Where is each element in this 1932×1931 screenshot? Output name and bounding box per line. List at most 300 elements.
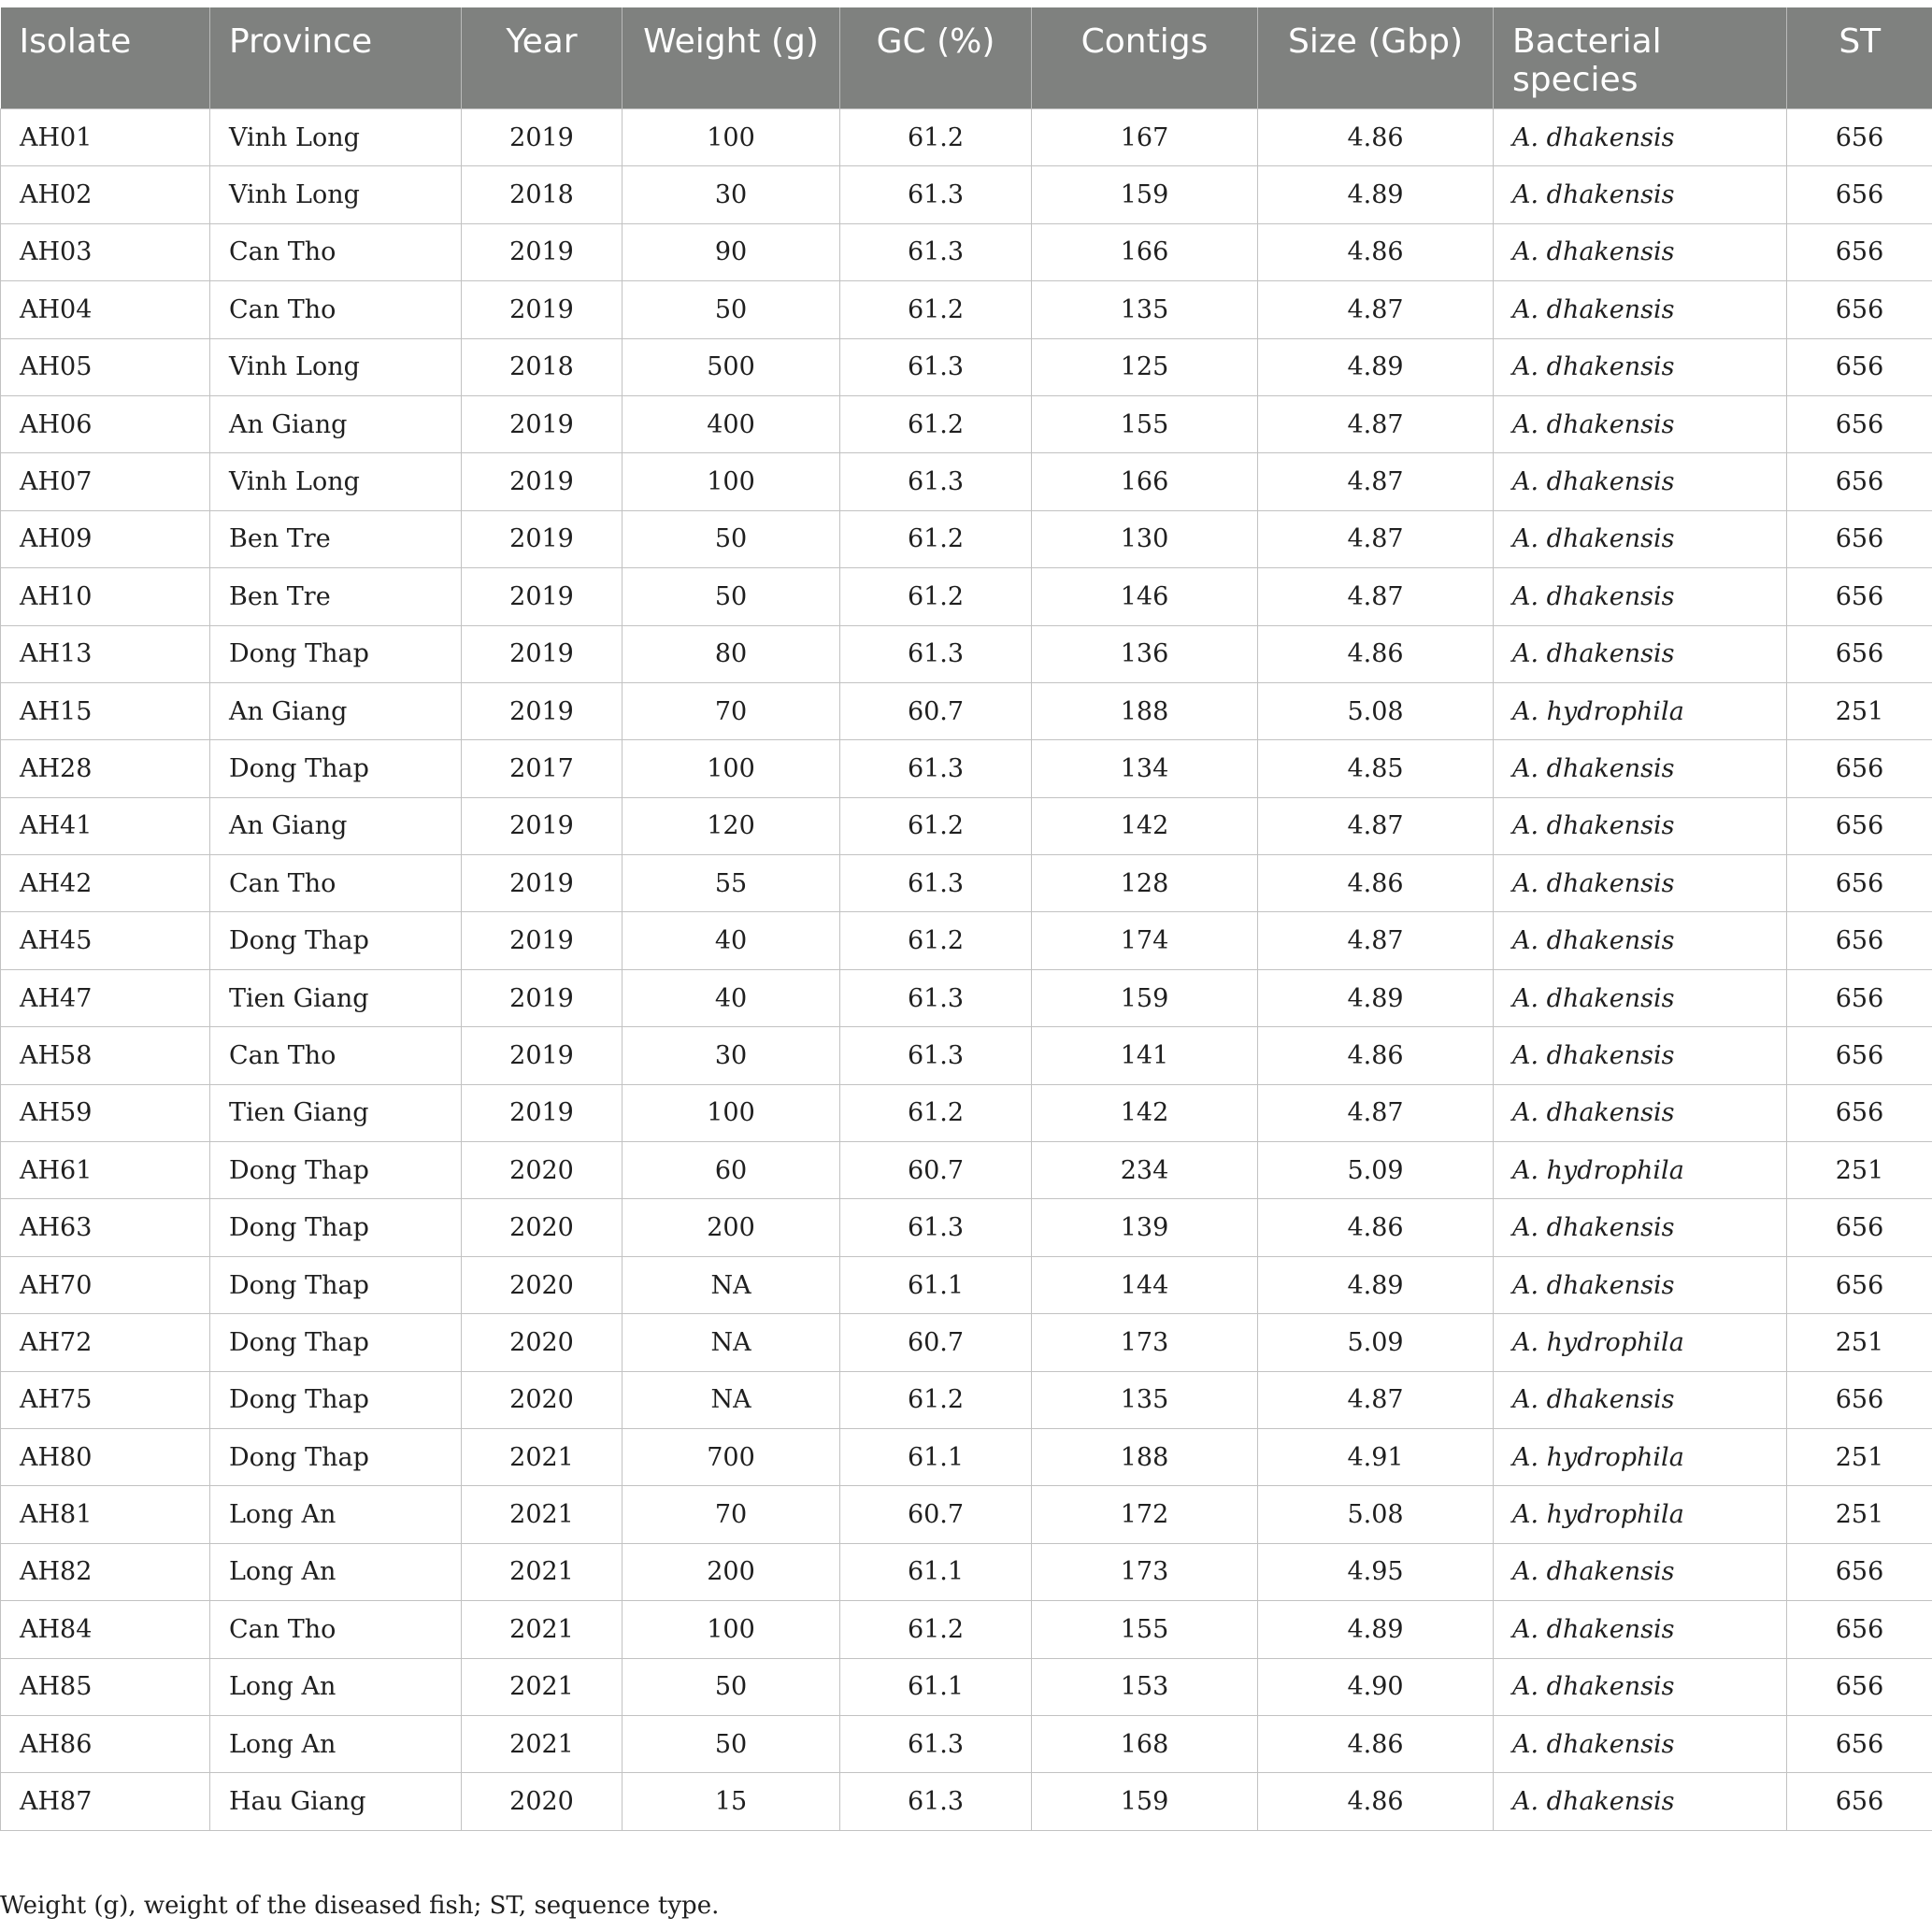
column-header-weight: Weight (g) <box>623 7 840 109</box>
table-row <box>1 1715 1932 1772</box>
cell-st: 251 <box>1787 1142 1932 1199</box>
cell-contigs: 130 <box>1032 510 1258 567</box>
cell-province: Can Tho <box>210 1601 462 1658</box>
cell-contigs: 173 <box>1032 1314 1258 1371</box>
cell-year: 2021 <box>462 1658 623 1715</box>
table-header <box>1 7 1932 109</box>
cell-weight: 100 <box>623 453 840 510</box>
cell-isolate: AH86 <box>1 1715 210 1772</box>
table-row <box>1 1084 1932 1141</box>
cell-gc: 61.1 <box>840 1256 1032 1313</box>
cell-st: 656 <box>1787 453 1932 510</box>
cell-gc: 61.3 <box>840 1715 1032 1772</box>
cell-st: 656 <box>1787 1084 1932 1141</box>
cell-province: Can Tho <box>210 1027 462 1084</box>
cell-gc: 61.2 <box>840 1601 1032 1658</box>
cell-contigs: 153 <box>1032 1658 1258 1715</box>
cell-gc: 61.2 <box>840 797 1032 854</box>
cell-species: A. dhakensis <box>1494 1543 1787 1600</box>
table-row <box>1 1027 1932 1084</box>
cell-st: 656 <box>1787 1543 1932 1600</box>
cell-contigs: 141 <box>1032 1027 1258 1084</box>
cell-gc: 61.3 <box>840 969 1032 1026</box>
table-row <box>1 1256 1932 1313</box>
cell-species: A. dhakensis <box>1494 969 1787 1026</box>
cell-gc: 61.2 <box>840 1371 1032 1428</box>
cell-province: Dong Thap <box>210 912 462 969</box>
column-header-size: Size (Gbp) <box>1258 7 1494 109</box>
cell-species: A. dhakensis <box>1494 338 1787 395</box>
cell-contigs: 159 <box>1032 166 1258 223</box>
cell-size: 4.87 <box>1258 1084 1494 1141</box>
cell-weight: 100 <box>623 1601 840 1658</box>
table-row <box>1 1199 1932 1256</box>
cell-size: 5.08 <box>1258 1486 1494 1543</box>
cell-size: 4.87 <box>1258 453 1494 510</box>
cell-isolate: AH63 <box>1 1199 210 1256</box>
cell-size: 4.85 <box>1258 740 1494 797</box>
cell-species: A. dhakensis <box>1494 223 1787 280</box>
cell-gc: 61.2 <box>840 281 1032 338</box>
cell-st: 656 <box>1787 281 1932 338</box>
cell-species: A. hydrophila <box>1494 1314 1787 1371</box>
cell-isolate: AH01 <box>1 109 210 166</box>
cell-contigs: 125 <box>1032 338 1258 395</box>
cell-province: Dong Thap <box>210 625 462 682</box>
cell-gc: 61.3 <box>840 223 1032 280</box>
cell-isolate: AH41 <box>1 797 210 854</box>
cell-year: 2019 <box>462 855 623 912</box>
cell-size: 4.89 <box>1258 1601 1494 1658</box>
cell-gc: 61.1 <box>840 1543 1032 1600</box>
cell-isolate: AH85 <box>1 1658 210 1715</box>
cell-weight: 100 <box>623 109 840 166</box>
cell-size: 4.86 <box>1258 1199 1494 1256</box>
cell-isolate: AH06 <box>1 395 210 452</box>
cell-year: 2018 <box>462 338 623 395</box>
cell-province: Dong Thap <box>210 1142 462 1199</box>
cell-contigs: 168 <box>1032 1715 1258 1772</box>
cell-contigs: 159 <box>1032 969 1258 1026</box>
cell-province: Hau Giang <box>210 1773 462 1830</box>
cell-gc: 60.7 <box>840 1142 1032 1199</box>
cell-gc: 61.3 <box>840 855 1032 912</box>
cell-contigs: 166 <box>1032 223 1258 280</box>
table-row <box>1 969 1932 1026</box>
cell-year: 2020 <box>462 1199 623 1256</box>
cell-isolate: AH72 <box>1 1314 210 1371</box>
column-header-gc: GC (%) <box>840 7 1032 109</box>
cell-size: 4.87 <box>1258 1371 1494 1428</box>
cell-weight: 80 <box>623 625 840 682</box>
cell-size: 4.86 <box>1258 109 1494 166</box>
table-row <box>1 1428 1932 1485</box>
cell-st: 656 <box>1787 338 1932 395</box>
cell-contigs: 146 <box>1032 568 1258 625</box>
cell-contigs: 188 <box>1032 1428 1258 1485</box>
cell-st: 251 <box>1787 682 1932 739</box>
cell-species: A. dhakensis <box>1494 109 1787 166</box>
header-row <box>1 7 1932 109</box>
cell-species: A. dhakensis <box>1494 1658 1787 1715</box>
cell-year: 2019 <box>462 395 623 452</box>
cell-isolate: AH15 <box>1 682 210 739</box>
cell-year: 2021 <box>462 1486 623 1543</box>
column-header-st: ST <box>1787 7 1932 109</box>
table-row <box>1 797 1932 854</box>
column-header-isolate: Isolate <box>1 7 210 109</box>
cell-isolate: AH07 <box>1 453 210 510</box>
cell-weight: 60 <box>623 1142 840 1199</box>
cell-species: A. dhakensis <box>1494 510 1787 567</box>
table-body <box>1 109 1932 1831</box>
cell-isolate: AH84 <box>1 1601 210 1658</box>
table-row <box>1 338 1932 395</box>
table-row <box>1 1371 1932 1428</box>
cell-province: An Giang <box>210 395 462 452</box>
column-header-contigs: Contigs <box>1032 7 1258 109</box>
cell-weight: 30 <box>623 166 840 223</box>
table-row <box>1 1773 1932 1830</box>
cell-gc: 60.7 <box>840 1486 1032 1543</box>
cell-contigs: 155 <box>1032 395 1258 452</box>
cell-st: 656 <box>1787 969 1932 1026</box>
cell-species: A. dhakensis <box>1494 1715 1787 1772</box>
cell-isolate: AH87 <box>1 1773 210 1830</box>
cell-province: Vinh Long <box>210 166 462 223</box>
cell-species: A. dhakensis <box>1494 625 1787 682</box>
cell-weight: 40 <box>623 912 840 969</box>
table-row <box>1 1543 1932 1600</box>
cell-year: 2021 <box>462 1543 623 1600</box>
cell-gc: 60.7 <box>840 1314 1032 1371</box>
cell-contigs: 128 <box>1032 855 1258 912</box>
cell-species: A. hydrophila <box>1494 1142 1787 1199</box>
cell-isolate: AH02 <box>1 166 210 223</box>
table-row <box>1 510 1932 567</box>
cell-weight: 50 <box>623 281 840 338</box>
cell-st: 656 <box>1787 1199 1932 1256</box>
cell-st: 656 <box>1787 625 1932 682</box>
cell-contigs: 155 <box>1032 1601 1258 1658</box>
cell-year: 2020 <box>462 1371 623 1428</box>
cell-species: A. dhakensis <box>1494 166 1787 223</box>
cell-size: 4.91 <box>1258 1428 1494 1485</box>
isolate-table <box>0 7 1932 1831</box>
column-header-species: Bacterial species <box>1494 7 1787 109</box>
cell-weight: 100 <box>623 1084 840 1141</box>
cell-weight: 30 <box>623 1027 840 1084</box>
cell-isolate: AH81 <box>1 1486 210 1543</box>
cell-st: 656 <box>1787 1027 1932 1084</box>
cell-st: 656 <box>1787 166 1932 223</box>
cell-province: An Giang <box>210 797 462 854</box>
table-row <box>1 1486 1932 1543</box>
table-row <box>1 855 1932 912</box>
cell-species: A. hydrophila <box>1494 1428 1787 1485</box>
cell-isolate: AH45 <box>1 912 210 969</box>
cell-year: 2019 <box>462 1084 623 1141</box>
cell-st: 656 <box>1787 510 1932 567</box>
cell-size: 4.86 <box>1258 855 1494 912</box>
cell-year: 2020 <box>462 1773 623 1830</box>
table-row <box>1 568 1932 625</box>
cell-weight: NA <box>623 1371 840 1428</box>
cell-province: Can Tho <box>210 855 462 912</box>
cell-year: 2019 <box>462 568 623 625</box>
cell-weight: 40 <box>623 969 840 1026</box>
cell-gc: 61.2 <box>840 510 1032 567</box>
cell-st: 656 <box>1787 1773 1932 1830</box>
cell-isolate: AH04 <box>1 281 210 338</box>
cell-species: A. dhakensis <box>1494 1601 1787 1658</box>
cell-province: Dong Thap <box>210 1199 462 1256</box>
cell-weight: 70 <box>623 1486 840 1543</box>
cell-year: 2021 <box>462 1428 623 1485</box>
cell-species: A. dhakensis <box>1494 281 1787 338</box>
cell-weight: NA <box>623 1314 840 1371</box>
cell-year: 2019 <box>462 281 623 338</box>
cell-province: Long An <box>210 1658 462 1715</box>
cell-size: 4.87 <box>1258 281 1494 338</box>
cell-size: 4.95 <box>1258 1543 1494 1600</box>
column-header-year: Year <box>462 7 623 109</box>
cell-st: 656 <box>1787 568 1932 625</box>
cell-st: 656 <box>1787 1658 1932 1715</box>
cell-province: Ben Tre <box>210 510 462 567</box>
cell-gc: 61.2 <box>840 912 1032 969</box>
cell-species: A. dhakensis <box>1494 912 1787 969</box>
cell-st: 656 <box>1787 1371 1932 1428</box>
cell-contigs: 234 <box>1032 1142 1258 1199</box>
cell-contigs: 142 <box>1032 797 1258 854</box>
cell-contigs: 135 <box>1032 1371 1258 1428</box>
cell-province: Dong Thap <box>210 740 462 797</box>
cell-st: 251 <box>1787 1314 1932 1371</box>
table-row <box>1 1658 1932 1715</box>
cell-province: Long An <box>210 1543 462 1600</box>
cell-isolate: AH70 <box>1 1256 210 1313</box>
cell-weight: 50 <box>623 1658 840 1715</box>
cell-gc: 61.3 <box>840 453 1032 510</box>
cell-species: A. dhakensis <box>1494 1256 1787 1313</box>
cell-species: A. dhakensis <box>1494 453 1787 510</box>
cell-weight: 90 <box>623 223 840 280</box>
cell-size: 4.86 <box>1258 625 1494 682</box>
cell-weight: 50 <box>623 510 840 567</box>
cell-isolate: AH58 <box>1 1027 210 1084</box>
cell-size: 4.86 <box>1258 1027 1494 1084</box>
cell-contigs: 166 <box>1032 453 1258 510</box>
table-row <box>1 1601 1932 1658</box>
cell-weight: NA <box>623 1256 840 1313</box>
cell-isolate: AH75 <box>1 1371 210 1428</box>
cell-contigs: 159 <box>1032 1773 1258 1830</box>
cell-weight: 55 <box>623 855 840 912</box>
cell-contigs: 172 <box>1032 1486 1258 1543</box>
cell-size: 5.09 <box>1258 1142 1494 1199</box>
cell-weight: 700 <box>623 1428 840 1485</box>
cell-contigs: 135 <box>1032 281 1258 338</box>
cell-gc: 61.2 <box>840 395 1032 452</box>
column-header-province: Province <box>210 7 462 109</box>
cell-isolate: AH47 <box>1 969 210 1026</box>
cell-weight: 15 <box>623 1773 840 1830</box>
cell-species: A. dhakensis <box>1494 568 1787 625</box>
table-row <box>1 682 1932 739</box>
cell-weight: 100 <box>623 740 840 797</box>
cell-weight: 70 <box>623 682 840 739</box>
cell-contigs: 173 <box>1032 1543 1258 1600</box>
cell-year: 2019 <box>462 912 623 969</box>
cell-species: A. dhakensis <box>1494 395 1787 452</box>
cell-isolate: AH09 <box>1 510 210 567</box>
cell-gc: 61.3 <box>840 166 1032 223</box>
cell-weight: 400 <box>623 395 840 452</box>
cell-isolate: AH05 <box>1 338 210 395</box>
table-row <box>1 740 1932 797</box>
table-row <box>1 223 1932 280</box>
cell-province: An Giang <box>210 682 462 739</box>
cell-contigs: 144 <box>1032 1256 1258 1313</box>
cell-province: Dong Thap <box>210 1256 462 1313</box>
cell-species: A. dhakensis <box>1494 855 1787 912</box>
table-row <box>1 453 1932 510</box>
cell-isolate: AH10 <box>1 568 210 625</box>
cell-size: 5.09 <box>1258 1314 1494 1371</box>
cell-st: 251 <box>1787 1486 1932 1543</box>
cell-st: 656 <box>1787 797 1932 854</box>
cell-species: A. dhakensis <box>1494 1773 1787 1830</box>
cell-size: 4.86 <box>1258 223 1494 280</box>
cell-isolate: AH42 <box>1 855 210 912</box>
cell-size: 4.89 <box>1258 338 1494 395</box>
cell-species: A. dhakensis <box>1494 740 1787 797</box>
cell-gc: 61.2 <box>840 568 1032 625</box>
cell-size: 4.89 <box>1258 1256 1494 1313</box>
cell-isolate: AH61 <box>1 1142 210 1199</box>
cell-weight: 120 <box>623 797 840 854</box>
cell-size: 4.87 <box>1258 395 1494 452</box>
cell-size: 5.08 <box>1258 682 1494 739</box>
cell-year: 2020 <box>462 1256 623 1313</box>
cell-gc: 61.1 <box>840 1428 1032 1485</box>
cell-province: Can Tho <box>210 281 462 338</box>
cell-st: 656 <box>1787 223 1932 280</box>
cell-weight: 500 <box>623 338 840 395</box>
cell-st: 656 <box>1787 855 1932 912</box>
cell-province: Vinh Long <box>210 453 462 510</box>
cell-weight: 200 <box>623 1543 840 1600</box>
cell-year: 2019 <box>462 682 623 739</box>
cell-province: Long An <box>210 1486 462 1543</box>
cell-st: 656 <box>1787 1715 1932 1772</box>
cell-species: A. dhakensis <box>1494 1084 1787 1141</box>
cell-gc: 61.3 <box>840 740 1032 797</box>
cell-province: Long An <box>210 1715 462 1772</box>
cell-year: 2019 <box>462 453 623 510</box>
cell-year: 2019 <box>462 625 623 682</box>
cell-size: 4.89 <box>1258 969 1494 1026</box>
cell-isolate: AH13 <box>1 625 210 682</box>
cell-isolate: AH80 <box>1 1428 210 1485</box>
cell-year: 2019 <box>462 797 623 854</box>
cell-size: 4.90 <box>1258 1658 1494 1715</box>
cell-gc: 61.2 <box>840 109 1032 166</box>
table-row <box>1 625 1932 682</box>
cell-province: Can Tho <box>210 223 462 280</box>
cell-contigs: 142 <box>1032 1084 1258 1141</box>
table-container <box>0 7 1932 1831</box>
cell-size: 4.86 <box>1258 1715 1494 1772</box>
table-row <box>1 1314 1932 1371</box>
table-row <box>1 395 1932 452</box>
table-footnote: Weight (g), weight of the diseased fish; ST, sequence type. <box>0 1892 720 1920</box>
cell-year: 2018 <box>462 166 623 223</box>
cell-gc: 60.7 <box>840 682 1032 739</box>
table-row <box>1 1142 1932 1199</box>
cell-size: 4.89 <box>1258 166 1494 223</box>
cell-gc: 61.3 <box>840 1027 1032 1084</box>
cell-year: 2019 <box>462 109 623 166</box>
cell-province: Vinh Long <box>210 109 462 166</box>
cell-st: 656 <box>1787 912 1932 969</box>
table-row <box>1 281 1932 338</box>
cell-contigs: 174 <box>1032 912 1258 969</box>
cell-contigs: 134 <box>1032 740 1258 797</box>
cell-contigs: 188 <box>1032 682 1258 739</box>
cell-year: 2020 <box>462 1314 623 1371</box>
cell-size: 4.87 <box>1258 510 1494 567</box>
cell-st: 251 <box>1787 1428 1932 1485</box>
cell-contigs: 136 <box>1032 625 1258 682</box>
cell-year: 2017 <box>462 740 623 797</box>
cell-isolate: AH28 <box>1 740 210 797</box>
cell-species: A. dhakensis <box>1494 1199 1787 1256</box>
cell-province: Ben Tre <box>210 568 462 625</box>
cell-weight: 50 <box>623 1715 840 1772</box>
cell-province: Tien Giang <box>210 1084 462 1141</box>
cell-species: A. hydrophila <box>1494 1486 1787 1543</box>
cell-isolate: AH03 <box>1 223 210 280</box>
cell-size: 4.86 <box>1258 1773 1494 1830</box>
table-row <box>1 166 1932 223</box>
cell-species: A. dhakensis <box>1494 1027 1787 1084</box>
cell-year: 2019 <box>462 1027 623 1084</box>
cell-species: A. dhakensis <box>1494 797 1787 854</box>
cell-contigs: 139 <box>1032 1199 1258 1256</box>
cell-year: 2021 <box>462 1601 623 1658</box>
cell-size: 4.87 <box>1258 912 1494 969</box>
cell-province: Tien Giang <box>210 969 462 1026</box>
cell-gc: 61.3 <box>840 338 1032 395</box>
table-row <box>1 109 1932 166</box>
cell-size: 4.87 <box>1258 797 1494 854</box>
cell-st: 656 <box>1787 1601 1932 1658</box>
cell-year: 2020 <box>462 1142 623 1199</box>
cell-province: Dong Thap <box>210 1371 462 1428</box>
cell-species: A. dhakensis <box>1494 1371 1787 1428</box>
cell-species: A. hydrophila <box>1494 682 1787 739</box>
cell-province: Vinh Long <box>210 338 462 395</box>
cell-gc: 61.2 <box>840 1084 1032 1141</box>
cell-gc: 61.3 <box>840 625 1032 682</box>
cell-size: 4.87 <box>1258 568 1494 625</box>
cell-year: 2019 <box>462 510 623 567</box>
cell-province: Dong Thap <box>210 1428 462 1485</box>
cell-st: 656 <box>1787 1256 1932 1313</box>
cell-gc: 61.3 <box>840 1199 1032 1256</box>
